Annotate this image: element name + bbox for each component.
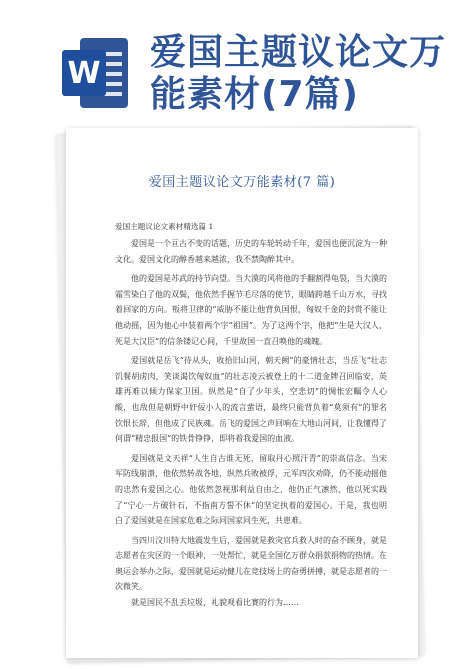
paragraph: 爱国就是文天祥“人生自古谁无死，留取丹心照汗青”的崇高信念。当宋军防线崩溃，他依然转战各地，纵然兵败被俘，元军四次劝降，仍不能动摇他的忠然有爱国之心。他依然忽视那利益自由之，他仍正气凛然、他以死实践了“宁心一片破针石，不指南方誓不休”的坚定执着的爱国心。于是，我也明白了爱国就是在国家危难之际同国家同生死，共患难。 — [115, 453, 387, 526]
paragraph: 当四川汶川特大地震发生后，爱国就是救灾官兵救人时的奋不顾身，就是志愿者在灾区的一个眼神，一处帮忙，就是全国亿万群众捐款捐物的热情。在奥运会举办之际，爱国就是运动健儿在竞技场上的奋勇拼搏，就是志愿者的一次微笑。 — [115, 535, 387, 592]
document-page — [66, 128, 418, 658]
paragraph: 爱国是一个亘古不变的话题，历史的车轮转动千年，爱国也便沉淀为一种文化。爱国文化的醇香越来越浓，我不禁陶醉其中。 — [115, 239, 387, 264]
watermark — [94, 278, 102, 289]
header-banner — [0, 0, 474, 118]
page-title-line-2: 能素材(7篇) — [150, 74, 359, 115]
word-logo-badge: W — [62, 50, 106, 96]
paragraph: 爱国就是岳飞“待从头，收拾旧山河，朝天阙”的豪情壮志，当岳飞“壮志饥餐胡虏肉，笑谈渴饮匈奴血”的壮志凌云被登上的十二道金牌召回临安，英雄再难以倾力保家卫国。纵然是“自了少年头，空悲切”的惆怅宏瞩令人心酸，也敌但是朝野中奸佞小人的流言蜚语，最终只能背负着“莫须有”的罪名饮恨长辞，但他成了民族魂。岳飞的爱国之声回响在大地山河间，让我懂得了何谓“精忠报国”的铁骨铮铮，即将着我爱国的血液。 — [115, 356, 387, 444]
document-title: 爱国主题议论文万能素材(7 篇) — [148, 175, 336, 190]
page-fade-overlay — [66, 608, 418, 658]
word-document-icon — [62, 38, 128, 108]
document-body — [115, 236, 387, 615]
page-title — [150, 32, 470, 116]
paragraph: 他的爱国是苏武的持节向望。当大漠的风将他的手翻割得龟裂，当大漠的霜雪染白了他的双鬓，他依然手握节毛尽落的使节，眼睛跨越千山万水，寻找着回家的方向。叛将卫律的“威胁不能让他背负国恨，匈奴千金的封赏不能让他动摇，因为他心中装着两个字“祖国”。为了这两个字，他把“生是大汉人，死是大汉臣”的信条镂记心间，千里故国一直召唤他的魂魄。 — [115, 274, 387, 346]
paragraph: 就是国民不乱丢垃圾，礼貌观看比赛的行为…… — [131, 598, 299, 608]
page-title-line-1: 爱国主题议论文万 — [150, 32, 447, 73]
section-heading: 爱国主题议论文素材精选篇 1 — [115, 222, 214, 231]
